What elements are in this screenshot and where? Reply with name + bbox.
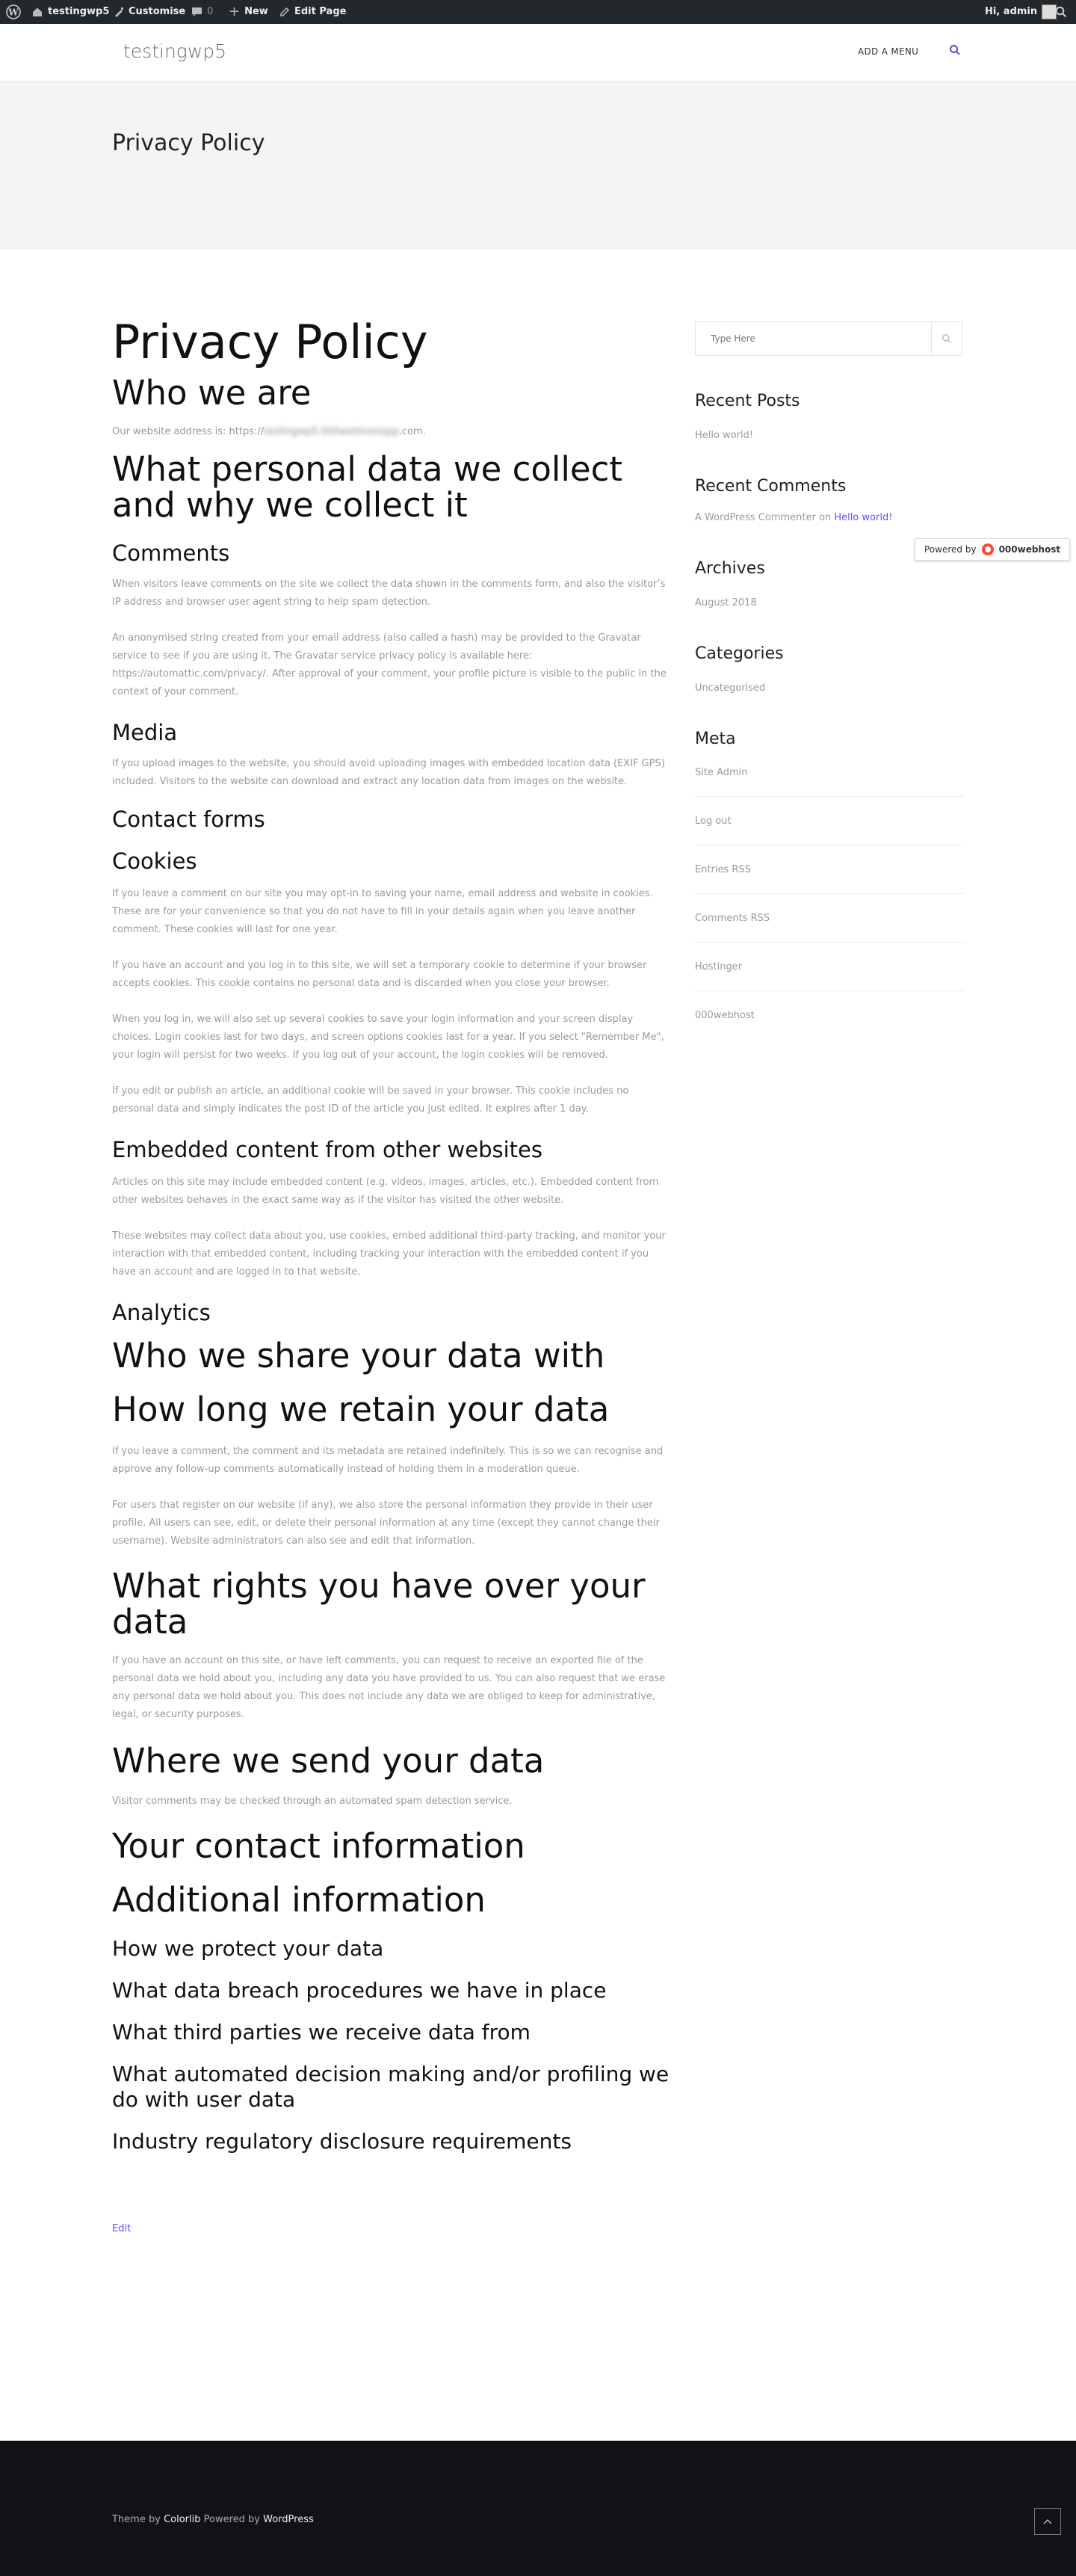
new-content-link[interactable]: + New [229, 0, 268, 24]
wordpress-link[interactable]: WordPress [263, 2514, 314, 2525]
home-icon [31, 7, 43, 17]
categories-title: Categories [695, 644, 784, 663]
heading-rights: What rights you have over your data [112, 1566, 646, 1642]
meta-list [695, 748, 964, 1039]
heading-what-data: What personal data we collect and why we collect it [112, 449, 622, 525]
article-title: Privacy Policy [112, 315, 428, 369]
recent-comment-item: A WordPress Commenter on Hello world! [695, 512, 893, 523]
heading-send: Where we send your data [112, 1741, 545, 1781]
plus-icon: + [229, 4, 241, 19]
chevron-up-icon [1043, 2518, 1052, 2524]
heading-embedded: Embedded content from other websites [112, 1137, 542, 1162]
archives-title: Archives [695, 559, 765, 578]
search-icon [942, 333, 952, 344]
nav-add-menu[interactable]: ADD A MENU [858, 46, 919, 57]
meta-000webhost[interactable]: 000webhost [695, 1009, 755, 1021]
comment-post-link[interactable]: Hello world! [834, 512, 893, 523]
edit-page-link[interactable]: Edit Page [279, 0, 346, 24]
heading-protect: How we protect your data [112, 1936, 384, 1961]
wordpress-logo-icon[interactable] [6, 0, 21, 24]
scroll-to-top-button[interactable] [1034, 2508, 1061, 2535]
heading-retain: How long we retain your data [112, 1390, 610, 1429]
sidebar-search [695, 321, 962, 356]
admin-bar [0, 0, 1076, 24]
archive-link[interactable]: August 2018 [695, 597, 757, 608]
heading-analytics: Analytics [112, 1300, 211, 1325]
sidebar-search-button[interactable] [931, 322, 962, 355]
page-title: Privacy Policy [112, 130, 265, 156]
powered-by-badge[interactable]: Powered by 000webhost [915, 538, 1070, 561]
meta-site-admin[interactable]: Site Admin [695, 748, 964, 797]
comment-bubble-icon [191, 7, 202, 17]
my-account-link[interactable]: Hi, admin [985, 0, 1057, 24]
admin-site-name: testingwp5 [48, 6, 110, 17]
meta-hostinger[interactable]: Hostinger [695, 943, 964, 991]
heading-comments: Comments [112, 540, 230, 566]
site-footer [0, 2441, 1076, 2576]
svg-text:W: W [8, 7, 19, 18]
footer-credits: Theme by Colorlib Powered by WordPress [112, 2514, 314, 2525]
admin-search-icon[interactable] [1055, 0, 1067, 24]
heading-who-share: Who we share your data with [112, 1336, 605, 1375]
comment-author-link[interactable]: A WordPress Commenter [695, 512, 816, 523]
page-title-band [0, 81, 1076, 250]
site-header [0, 24, 1076, 81]
admin-site-link[interactable] [31, 0, 109, 24]
heading-third-parties: What third parties we receive data from [112, 2020, 531, 2045]
blurred-domain: testingwp5.000webhostapp [264, 426, 399, 437]
heading-breach: What data breach procedures we have in place [112, 1978, 607, 2003]
heading-additional: Additional information [112, 1880, 486, 1920]
pencil-icon [279, 7, 290, 17]
recent-comments-title: Recent Comments [695, 477, 847, 496]
sidebar-search-input[interactable] [696, 322, 920, 355]
brush-icon [114, 7, 124, 17]
address-paragraph: Our website address is: https://testingwp5.000webhostapp.com. [112, 426, 426, 437]
header-search-icon[interactable] [949, 44, 961, 59]
meta-entries-rss[interactable]: Entries RSS [695, 845, 964, 894]
000webhost-logo-icon [981, 543, 995, 556]
meta-comments-rss[interactable]: Comments RSS [695, 894, 964, 943]
edit-page-button[interactable]: Edit [112, 2223, 132, 2234]
category-link[interactable]: Uncategorised [695, 682, 766, 694]
heading-cookies: Cookies [112, 848, 197, 874]
heading-contact-info: Your contact information [112, 1826, 525, 1866]
recent-post-link[interactable]: Hello world! [695, 430, 754, 441]
sidebar [695, 321, 964, 1039]
heading-contact-forms: Contact forms [112, 807, 265, 832]
meta-title: Meta [695, 730, 736, 748]
site-title[interactable]: testingwp5 [123, 40, 227, 62]
heading-who-we-are: Who we are [112, 373, 312, 413]
heading-media: Media [112, 720, 178, 745]
article-content: Privacy Policy Who we are Our website address is: https://testingwp5.000webhostapp.com. What personal data we collect and why we collect it Comments When visitors leave comments on the site we collect the data shown in the comments form, and also the visitor’s IP address and browser user agent string to help spam detection. An anonymised string created from your email address (also called a hash) may be provided to the Gravatar service to see if you are using it. The Gravatar service privacy policy is available here: https://automattic.com/privacy/. After approval of your comment, your profile picture is visible to the public in the context of your comment. Media If you upload images to the website, you should avoid uploading images with embedded location data (EXIF GPS) included. Visitors to the website can download and extract any location data from images on the website. Contact forms Cookies If you leave a comment on our site you may opt-in to saving your name, email address and website in cookies. These are for your convenience so that you do not have to fill in your details again when you leave another comment. These cookies will last for one year. If you have an account and you log in to this site, we will set a temporary cookie to determine if your browser accepts cookies. This cookie contains no personal data and is discarded when you close your browser. When you log in, we will also set up several cookies to save your login information and your screen display choices. Login cookies last for two days, and screen options cookies last for a year. If you select "Remember Me", your login will persist for two weeks. If you log out of your account, the login cookies will be removed. If you edit or publish an article, an additional cookie will be saved in your browser. This cookie includes no personal data and simply indicates the post ID of the article you just edited. It expires after 1 day. Embedded content from other websites Articles on this site may include embedded content (e.g. videos, images, articles, etc.). Embedded content from other websites behaves in the exact same way as if the visitor has visited the other website. These websites may collect data about you, use cookies, embed additional third-party tracking, and monitor your interaction with that embedded content, including tracking your interaction with the embedded content if you have an account and are logged in to that website. Analytics Who we share your data with How long we retain your data If you leave a comment, the comment and its metadata are retained indefinitely. This is so we can recognise and approve any follow-up comments automatically instead of holding them in a moderation queue. For users that register on our website (if any), we also store the personal information they provide in their user profile. All users can see, edit, or delete their personal information at any time (except they cannot change their username). Website administrators can also see and edit that information. What rights you have over your data If you have an account on this site, or have left comments, you can request to receive an exported file of the personal data we hold about you, including any data you have provided to us. You can also request that we erase any personal data we hold about you. This does not include any data we are obliged to keep for administrative, legal, or security purposes. Where we send your data Visitor comments may be checked through an automated spam detection service. Your contact information Additional information How we protect your data What data breach procedures we have in place What third parties we receive data from What automated decision making and/or profiling we do with user data Industry regulatory disclosure requirements Edit [112, 299, 672, 2234]
comments-link[interactable] [191, 0, 213, 24]
heading-automated: What automated decision making and/or profiling we do with user data [112, 2062, 670, 2112]
recent-posts-title: Recent Posts [695, 392, 800, 410]
colorlib-link[interactable]: Colorlib [164, 2514, 201, 2525]
meta-log-out[interactable]: Log out [695, 797, 964, 845]
heading-industry: Industry regulatory disclosure requirements [112, 2129, 572, 2154]
comments-count: 0 [207, 6, 214, 17]
customise-link[interactable]: Customise [114, 0, 185, 24]
